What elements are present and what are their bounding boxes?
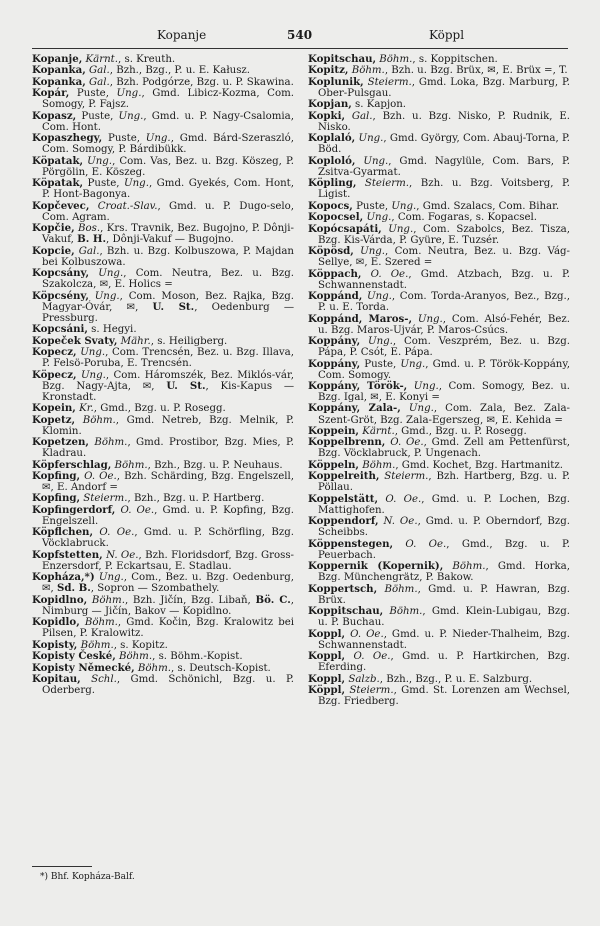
gazetteer-entry: Kopisty, Böhm., s. Kopitz. [32,638,168,651]
gazetteer-entry: Koppein, Kärnt., Gmd., Bzg. u. P. Rosegg. [308,424,527,437]
gazetteer-entry: Kopitz, Böhm., Bzh. u. Bzg. Brüx, ✉, E. Brüx =, T. [308,64,568,77]
footnote-rule [32,866,92,867]
gazetteer-entry: Köpösd, Ung., Com. Neutra, Bez. u. Bzg. Vág-Sellye, ✉, E. Szered = [308,245,570,269]
gazetteer-entry: Koppendorf, N. Oe., Gmd. u. P. Oberndorf, Bzg. Scheibbs. [308,515,570,539]
gazetteer-entry: Koppelstätt, O. Oe., Gmd. u. P. Lochen, Bzg. Mattighofen. [308,492,570,516]
gazetteer-entry: Kopocsel, Ung., Com. Fogaras, s. Kopacsel. [308,211,538,224]
left-column [32,54,294,697]
gazetteer-entry: Koploló, Ung., Gmd. Nagylüle, Com. Bars, P. Zsitva-Gyarmat. [308,154,570,178]
right-column [308,54,570,708]
gazetteer-entry: Köpferschlag, Böhm., Bzh., Bzg. u. P. Neuhaus. [32,458,283,471]
gazetteer-entry: Köpcsény, Ung., Com. Moson, Bez. Rajka, Bzg. Magyar-Óvár, ✉, U. St., Oedenburg — Pressburg. [32,289,295,324]
gazetteer-entry: Köpecz, Ung., Com. Háromszék, Bez. Miklós-vár, Bzg. Nagy-Ajta, ✉, U. St., Kis-Kapus — Kronstadt. [32,368,295,403]
gazetteer-entry: Kopjan, s. Kapjon. [308,98,407,111]
gazetteer-entry: Kopčie, Bos., Krs. Travnik, Bez. Bugojno, P. Dônji-Vakuf, B. H., Dônji-Vakuf — Bugojno. [32,222,294,246]
gazetteer-entry: Köppenstegen, O. Oe., Gmd., Bzg. u. P. Peuerbach. [308,537,570,561]
gazetteer-entry: Kopeček Svaty, Mähr., s. Heiligberg. [32,334,228,347]
gazetteer-entry: Koppelreith, Steierm., Bzh. Hartberg, Bzg. u. P. Pöllau. [308,470,571,494]
gazetteer-entry: Kopidlno, Böhm., Bzh. Jičín, Bzg. Libaň, Bö. C., Nimburg — Jičín, Bakov — Kopidlno. [32,593,294,617]
gazetteer-entry: Köppeln, Böhm., Gmd. Kochet, Bzg. Hartmanitz. [308,458,563,471]
gazetteer-entry: Kopetzen, Böhm., Gmd. Prostibor, Bzg. Mies, P. Kladrau. [32,436,294,460]
gazetteer-entry: Koppl, O. Oe., Gmd. u. P. Hartkirchen, Bzg. Eferding. [308,650,570,674]
gazetteer-entry: Kopcie, Gal., Bzh. u. Bzg. Kolbuszowa, P. Majdan bei Kolbuszowa. [32,244,294,268]
gazetteer-entry: Kopitau, Schl., Gmd. Schönichl, Bzg. u. P. Oderberg. [32,673,295,697]
gazetteer-entry: Kopanka, Gal., Bzh. Podgórze, Bzg. u. P. Skawina. [32,75,294,88]
gazetteer-entry: Kopfingerdorf, O. Oe., Gmd. u. P. Kopfing, Bzg. Engelszell. [32,503,294,527]
gazetteer-entry: Koppelbrenn, O. Oe., Gmd. Zell am Pettenfürst, Bzg. Vöcklabruck, P. Ungenach. [308,436,570,460]
gazetteer-entry: Koplunik, Steierm., Gmd. Loka, Bzg. Marburg, P. Ober-Pulsgau. [308,75,570,99]
gazetteer-entry: Kopocs, Puste, Ung., Gmd. Szalacs, Com. Bihar. [308,199,560,212]
gazetteer-entry: Koppl, Salzb., Bzh., Bzg., P. u. E. Salzburg. [308,672,533,685]
gazetteer-entry: Köppach, O. Oe., Gmd. Atzbach, Bzg. u. P. Schwannenstadt. [308,267,570,291]
gazetteer-entry: Kopetz, Böhm., Gmd. Netreb, Bzg. Melnik, P. Klomin. [32,413,294,437]
gazetteer-entry: Köpatak, Ung., Com. Vas, Bez. u. Bzg. Köszeg, P. Pörgölin, E. Köszeg. [32,154,294,178]
gazetteer-entry: Kopisty Německé, Böhm., s. Deutsch-Kopist. [32,661,271,674]
gazetteer-entry: Köppl, Steierm., Gmd. St. Lorenzen am Wechsel, Bzg. Friedberg. [308,684,570,708]
gazetteer-entry: Köpatak, Puste, Ung., Gmd. Gyekés, Com. Hont, P. Hont-Bagonya. [32,177,294,201]
gazetteer-entry: Kopcsány, Ung., Com. Neutra, Bez. u. Bzg. Szakolcza, ✉, E. Holics = [32,267,294,291]
gazetteer-entry: Kopčevec, Croat.-Slav., Gmd. u. P. Dugo-selo, Com. Agram. [32,199,294,223]
gazetteer-entry: Koppánd, Maros-, Ung., Com. Alsó-Fehér, Bez. u. Bzg. Maros-Ujvár, P. Maros-Csúcs. [308,312,570,336]
gazetteer-entry: Koplaló, Ung., Gmd. György, Com. Abauj-Torna, P. Böd. [308,132,570,156]
gazetteer-entry: Kopecz, Ung., Com. Trencsén, Bez. u. Bzg. Illava, P. Felsö-Poruba, E. Trencsén. [32,346,294,370]
gazetteer-entry: Kopcsáni, s. Hegyi. [32,323,137,336]
footnote: *) Bhf. Kopháza-Balf. [40,872,135,882]
gazetteer-entry: Koppertsch, Böhm., Gmd. u. P. Hawran, Bzg. Brüx. [308,582,570,606]
gazetteer-entry: Koppl, O. Oe., Gmd. u. P. Nieder-Thalheim, Bzg. Schwannenstadt. [308,627,571,651]
gazetteer-entry: Kopócsapáti, Ung., Com. Szabolcs, Bez. Tisza, Bzg. Kis-Várda, P. Gyüre, E. Tuzsér. [308,222,570,246]
gazetteer-entry: Koppitschau, Böhm., Gmd. Klein-Lubigau, Bzg. u. P. Buchau. [308,605,570,629]
page-number: 540 [287,28,313,42]
gazetteer-entry: Köpflchen, O. Oe., Gmd. u. P. Schörfling, Bzg. Vöcklabruck. [32,526,294,550]
gazetteer-entry: Kopanka, Gal., Bzh., Bzg., P. u. E. Kałusz. [32,64,251,77]
gazetteer-entry: Kopháza,*) Ung., Com., Bez. u. Bzg. Oedenburg, ✉, Sd. B., Sopron — Szombathely. [32,571,294,595]
gazetteer-entry: Kopanje, Kärnt., s. Kreuth. [32,53,176,65]
gazetteer-entry: Kopfing, Steierm., Bzh., Bzg. u. P. Hartberg. [32,492,265,505]
gazetteer-entry: Koppány, Zala-, Ung., Com. Zala, Bez. Zala-Szent-Gröt, Bzg. Zala-Egerszeg, ✉, E. Kehida = [308,402,570,426]
header-left-keyword: Kopanje [157,28,207,42]
gazetteer-entry: Koppány, Török-, Ung., Com. Somogy, Bez. u. Bzg. Igal, ✉, E. Konyi = [308,380,570,404]
gazetteer-entry: Koppánd, Ung., Com. Torda-Aranyos, Bez., Bzg., P. u. E. Torda. [308,290,570,314]
gazetteer-entry: Kopfstetten, N. Oe., Bzh. Floridsdorf, Bzg. Gross-Enzersdorf, P. Eckartsau, E. Stadlau. [32,548,295,572]
gazetteer-entry: Köpling, Steierm., Bzh. u. Bzg. Voitsberg, P. Ligist. [308,177,570,201]
gazetteer-entry: Kopki, Gal., Bzh. u. Bzg. Nisko, P. Rudnik, E. Nisko. [308,109,570,133]
gazetteer-entry: Kopidlo, Böhm., Gmd. Kočin, Bzg. Kralowitz bei Pilsen, P. Kralowitz. [32,616,295,640]
gazetteer-entry: Kopár, Puste, Ung., Gmd. Libicz-Kozma, Com. Somogy, P. Fajsz. [32,87,294,111]
gazetteer-entry: Kopitschau, Böhm., s. Koppitschen. [308,53,498,65]
gazetteer-entry: Kopisty České, Böhm., s. Böhm.-Kopist. [32,650,243,663]
gazetteer-entry: Koppernik (Kopernik), Böhm., Gmd. Horka, Bzg. Münchengrätz, P. Bakow. [308,560,570,584]
gazetteer-entry: Kopasz, Puste, Ung., Gmd. u. P. Nagy-Csalomia, Com. Hont. [32,109,294,133]
page-header [32,28,572,46]
gazetteer-entry: Koppány, Ung., Com. Veszprém, Bez. u. Bzg. Pápa, P. Csót, E. Pápa. [308,335,570,359]
header-rule [32,48,568,49]
gazetteer-entry: Kopfing, O. Oe., Bzh. Schärding, Bzg. Engelszell, ✉, E. Andorf = [32,469,294,493]
gazetteer-entry: Kopein, Kr., Gmd., Bzg. u. P. Rosegg. [32,402,226,415]
gazetteer-entry: Kopaszhegy, Puste, Ung., Gmd. Bárd-Szeraszló, Com. Somogy, P. Bárdibükk. [32,132,294,156]
gazetteer-entry: Koppány, Puste, Ung., Gmd. u. P. Török-Koppány, Com. Somogy. [308,357,571,381]
header-right-keyword: Köppl [429,28,465,42]
